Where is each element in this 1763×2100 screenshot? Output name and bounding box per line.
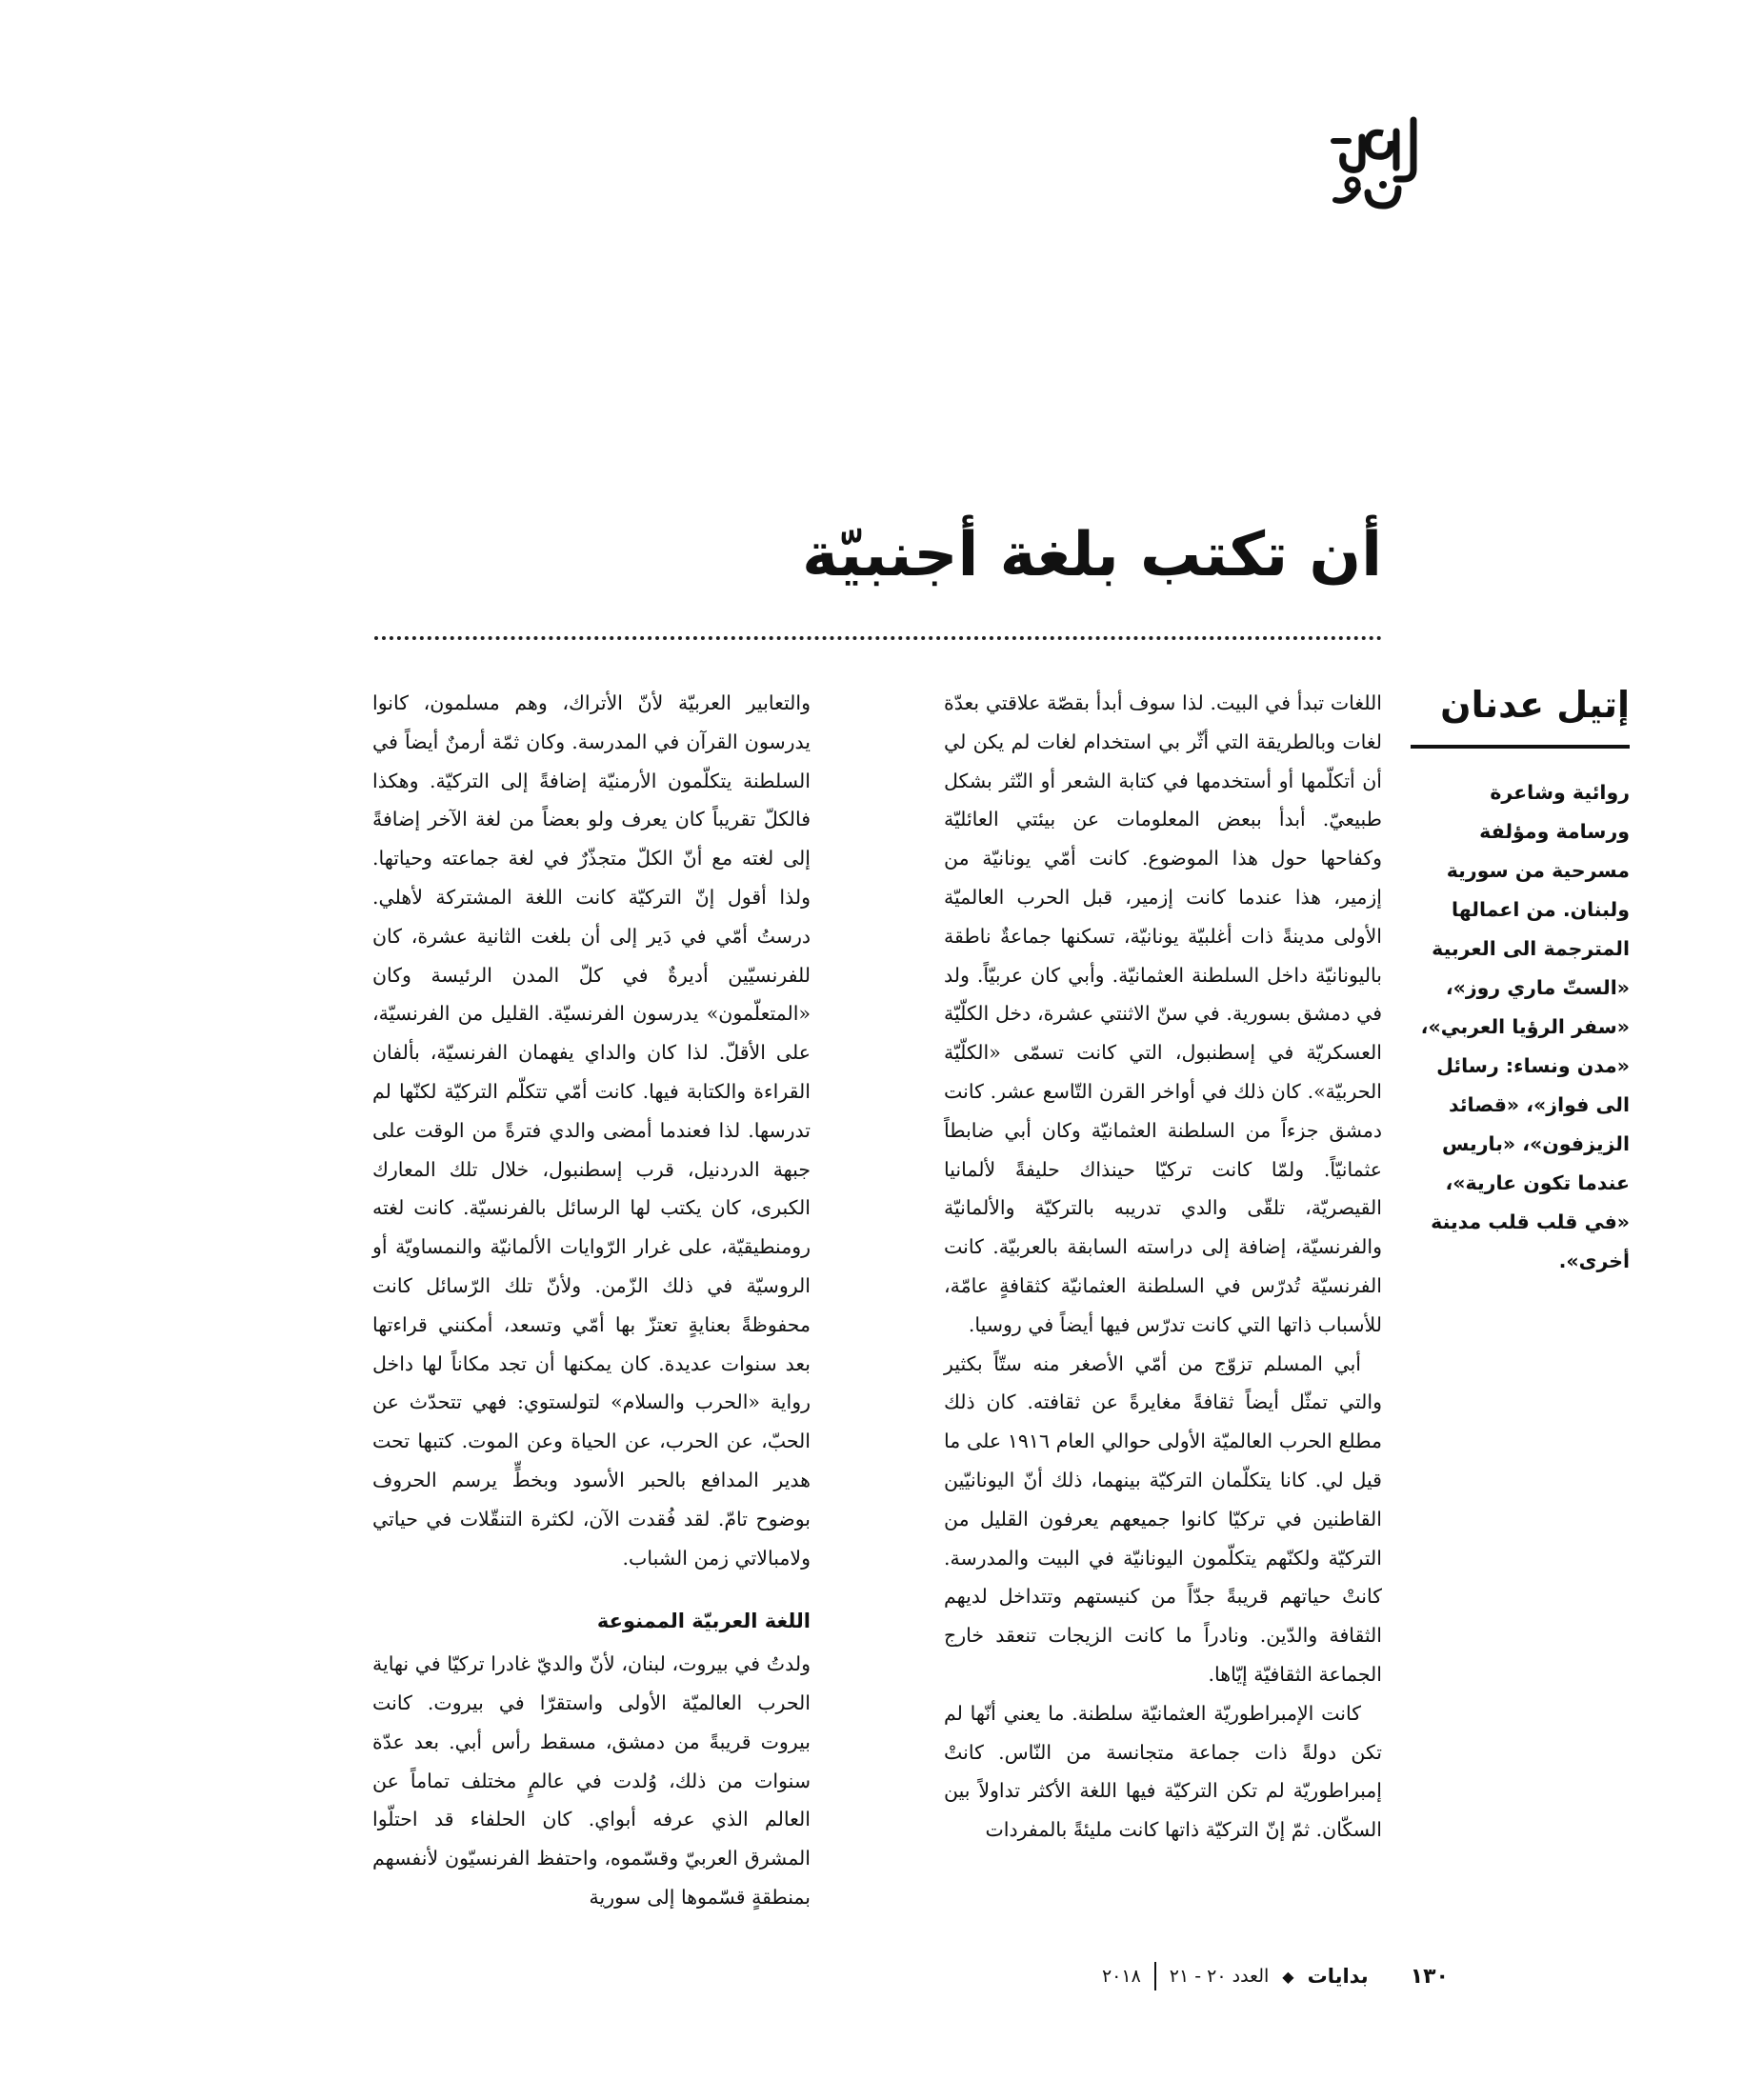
issue-year: ٢٠١٨ (1101, 1966, 1141, 1987)
paragraph: ولدتُ في بيروت، لبنان، لأنّ والديّ غادرا تركيّا في نهاية الحرب العالميّة الأولى واستقرّا في بيروت. كانت بيروت قريبةً من دمشق، مسقط رأس أبي. بعد عدّة سنوات من ذلك، وُلدت في عالمٍ مختلف تماماً عن العالم الذي عرفه أبواي. كان الحلفاء قد احتلّوا المشرق العربيّ وقسّموه، واحتفظ الفرنسيّون لأنفسهم بمنطقةٍ قسّموها إلى سورية (372, 1652, 811, 1909)
author-bio: روائية وشاعرة ورسامة ومؤلفة مسرحية من سورية ولبنان. من اعمالها المترجمة الى العربية «الستّ ماري روز»، «سفر الرؤيا العربي»، «مدن ونساء: رسائل الى فواز»، «قصائد الزيزفون»، «باريس عندما تكون عارية»، «في قلب قلب مدينة أخرى». (1420, 781, 1630, 1272)
paragraph: اللغات تبدأ في البيت. لذا سوف أبدأ بقصّة علاقتي بعدّة لغات وبالطريقة التي أثّر بي استخدام لغات لم يكن لي أن أتكلّمها أو أستخدمها في كتابة الشعر أو النّثر بشكل طبيعيّ. أبدأ ببعض المعلومات عن بيئتي العائليّة وكفاحها حول هذا الموضوع. كانت أمّي يونانيّة من إزمير، هذا عندما كانت إزمير، قبل الحرب العالميّة الأولى مدينةً ذات أغلبيّة يونانيّة، تسكنها جماعةٌ ناطقة باليونانيّة داخل السلطنة العثمانيّة. وأبي كان عربيّاً. ولد في دمشق بسورية. في سنّ الاثنتي عشرة، دخل الكلّيّة العسكريّة في إسطنبول، التي كانت تسمّى «الكلّيّة الحربيّة». كان ذلك في أواخر القرن التّاسع عشر. كانت دمشق جزءاً من السلطنة العثمانيّة وكان أبي ضابطاً عثمانيّاً. ولمّا كانت تركيّا حينذاك حليفةً لألمانيا القيصريّة، تلقّى والدي تدريبه بالتركيّة والألمانيّة والفرنسيّة، إضافة إلى دراسته السابقة بالعربيّة. كانت الفرنسيّة تُدرّس في السلطنة العثمانيّة كثقافةٍ عامّة، للأسباب ذاتها التي كانت تدرّس فيها أيضاً في روسيا. (944, 691, 1382, 1336)
issue-number: العدد ٢٠ - ٢١ (1169, 1966, 1270, 1987)
author-divider (1411, 745, 1630, 749)
title-divider (374, 636, 1382, 640)
text-column-1 (944, 684, 1382, 1850)
paragraph: كانت الإمبراطوريّة العثمانيّة سلطنة. ما يعني أنّها لم تكن دولةً ذات جماعة متجانسة من النّاس. كانتْ إمبراطوريّة لم تكن التركيّة فيها اللغة الأكثر تداولاً بين السكّان. ثمّ إنّ التركيّة ذاتها كانت مليئةً بالمفردات (944, 1701, 1382, 1842)
footer-separator (1154, 1962, 1156, 1990)
magazine-name: بدايات (1307, 1965, 1369, 1988)
text-column-2 (372, 684, 811, 1917)
page-footer (1102, 1962, 1449, 1990)
article-title: أن تكتب بلغة أجنبيّة (802, 520, 1382, 590)
calligraphy-logo-icon (1330, 112, 1425, 217)
author-name: إتيل عدنان (1440, 684, 1630, 726)
diamond-icon: ◆ (1282, 1967, 1294, 1986)
section-logo-icon (1330, 112, 1425, 217)
page-number: ١٣٠ (1410, 1964, 1449, 1989)
paragraph: والتعابير العربيّة لأنّ الأتراك، وهم مسلمون، كانوا يدرسون القرآن في المدرسة. وكان ثمّة أرمنٌ أيضاً في السلطنة يتكلّمون الأرمنيّة إضافةً إلى التركيّة. وهكذا فالكلّ تقريباً كان يعرف ولو بعضاً من لغة الآخر إضافةً إلى لغته مع أنّ الكلّ متجذّرٌ في لغة جماعته وحياتها. ولذا أقول إنّ التركيّة كانت اللغة المشتركة لأهلي. درستُ أمّي في دَير إلى أن بلغت الثانية عشرة، كان للفرنسيّين أديرةٌ في كلّ المدن الرئيسة وكان «المتعلّمون» يدرسون الفرنسيّة. القليل من الفرنسيّة، على الأقلّ. لذا كان والداي يفهمان الفرنسيّة، بألفان القراءة والكتابة فيها. كانت أمّي تتكلّم التركيّة لكنّها لم تدرسها. لذا فعندما أمضى والدي فترةً من الوقت على جبهة الدردنيل، قرب إسطنبول، خلال تلك المعارك الكبرى، كان يكتب لها الرسائل بالفرنسيّة. كانت لغته رومنطيقيّة، على غرار الرّوايات الألمانيّة والنمساويّة أو الروسيّة في ذلك الزّمن. ولأنّ تلك الرّسائل كانت محفوظةً بعنايةٍ تعتزّ بها أمّي وتسعد، أمكنني قراءتها بعد سنوات عديدة. كان يمكنها أن تجد مكاناً لها داخل رواية «الحرب والسلام» لتولستوي: فهي تتحدّث عن الحبّ، عن الحرب، عن الحياة وعن الموت. كتبها تحت هدير المدافع بالحبر الأسود وبخطٍّ يرسم الحروف بوضوح تامّ. لقد فُقدت الآن، لكثرة التنقّلات في حياتي ولامبالاتي زمن الشباب. (372, 691, 811, 1570)
section-subheading: اللغة العربيّة الممنوعة (596, 1610, 811, 1633)
paragraph: أبي المسلم تزوّج من أمّي الأصغر منه ستّاً بكثير والتي تمثّل أيضاً ثقافةً مغايرةً عن ثقافته. كان ذلك مطلع الحرب العالميّة الأولى حوالي العام ١٩١٦ على ما قيل لي. كانا يتكلّمان التركيّة بينهما، ذلك أنّ اليونانيّين القاطنين في تركيّا كانوا جميعهم يعرفون القليل من التركيّة ولكنّهم يتكلّمون اليونانيّة في البيت والمدرسة. كانتْ حياتهم قريبةً جدّاً من كنيستهم وتتداخل لديهم الثقافة والدّين. ونادراً ما كانت الزيجات تنعقد خارج الجماعة الثقافيّة إيّاها. (944, 1351, 1382, 1686)
